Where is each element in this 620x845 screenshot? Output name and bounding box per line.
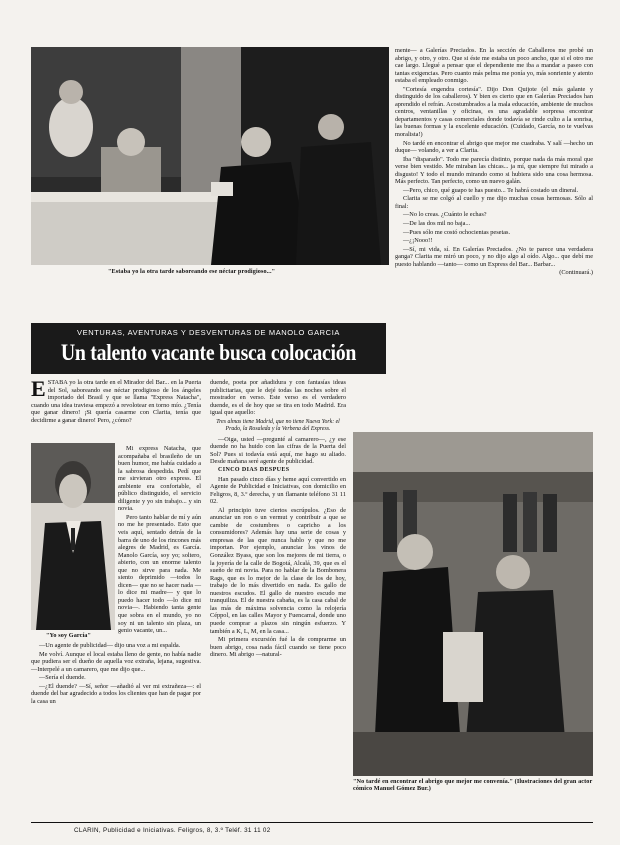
bar-scene-illustration xyxy=(31,47,389,265)
intro-paragraph: ESTABA yo la otra tarde en el Mirador del Bar... en la Puerta del Sol, saboreando ese néctar prodigioso de los ángeles importado del Brasil y que se llama "Express Natacha", cuando una idea traviesa empezó a revolotear en torno mío. ¿Tenía que ganar dinero! ¡Si quería casarme con Clarita, tenía que decidirme a ganar dinero! Pero, ¿cómo? xyxy=(31,376,201,424)
section-subhead: CINCO DIAS DESPUES xyxy=(218,467,290,474)
portrait-photo xyxy=(31,443,115,630)
column-3: mente— a Galerías Preciados. En la sección de Caballeros me probé un abrigo, y otro, y otro. Que si éste me estaba un poco ancho, que si el otro me cae largo. Llegué a pensar que el dependiente me iba a mandar a paseo con tantas exigencias. Pero cuanto más pelma me ponía yo, más sonriente y atento estaba el empleado conmigo. "Cortesía engendra cortesía". Dijo Don Quijote (el más galante y distinguido de los caballeros). Y bien es cierto que en Galerías Preciados han aprendido el refrán. Acostumbrados a la mala educación, ambiente de muchos centros, ventanillas y oficinas, es una agradable sorpresa encontrar departamentos y casas comerciales donde todavía se rinde culto a la sonrisa, las buenas formas y la excelente educación. (Cuidado, García, no te vuelvas moralista!) No tardé en encontrar el abrigo que mejor me cuadraba. Y salí —hecho un duque— volando, a ver a Clarita. Iba "disparado". Todo me parecía distinto, porque nada da más moral que verse bien vestido. Me miraban las chicas... ja mí, que siempre fui mirado a disgusto! Y todo el mundo mirando como si hubiera sido una cosa hermosa. Más perfecto. Tan perfecto, como un nuevo galán. —Pero, chico, qué guapo te has puesto... Te habrá costado un dineral. Clarita se me colgó al cuello y me dijo muchas cosas hermosas. Sólo al final: —No lo creas. ¿Cuánto le echas? —De las dos mil no baja... —Pues sólo me costó ochocientas pesetas. —¿¡Nooo!! —Sí, mi vida, sí. En Galerías Preciados. ¿No te parece una verdadera ganga? Clarita me miró un poco, y no dijo algo al oído. Algo... que debí me puesto hablando —tanto— como un Express del Bar... Barbar... (Continuará.) xyxy=(395,47,593,277)
bottom-photo-caption: "No tardé en encontrar el abrigo que mejor me convenía." (Ilustraciones del gran actor cómico Manuel Gómez Bur.) xyxy=(353,778,593,792)
headline: Un talento vacante busca colocación xyxy=(60,340,357,365)
column-1-side: Mi express Natacha, que acompañaba el brasileño de un buen humor, me había cuidado a la sabrosa despedida. Pedí que me sirvieran otro express. El ambiente era confortable, el público distinguido, el servicio diligente y yo sin trabajo... y sin novia. Pero tanto hablar de mí y aún no me he presentado. Esto que veis aquí, sentado detrás de la barra de uno de los rincones más alegres de Madrid, es García. Manolo García, soy yo; soltero, abierto, con un enorme talento que no sirve para nada. Me siento deprimido —todos lo dicen— que no se hacer nada —lo dice mi madre— y que lo puedo hacer todo —lo dice mi novia—. Habiendo tanta gente que sobra en el mundo, yo no soy ni un talento sin plaza, un genio vacante, un... xyxy=(118,445,201,635)
top-photo xyxy=(31,47,389,265)
series-kicker: VENTURAS, AVENTURAS Y DESVENTURAS DE MANOLO GARCIA xyxy=(77,328,340,337)
footer-rule xyxy=(31,822,593,823)
column-1-intro xyxy=(31,376,201,425)
portrait-illustration xyxy=(31,443,115,630)
portrait-caption: "Yo soy García" xyxy=(46,632,92,639)
footer-credit: CLARIN, Publicidad e Iniciativas. Feligros, 8, 3.º Teléf. 31 11 02 xyxy=(74,827,271,834)
column-1-bottom: —Un agente de publicidad— dijo una voz a mi espalda. Me volví. Aunque el local estaba lleno de gente, no había nadie que pudiera ser el dueño de aquella voz extraña, lejana, sugestiva. —Interpelé a un camarero, que me dijo que... —Sería el duende. —¿El duende? —Sí, señor —añadió al ver mi extrañeza—: el duende del bar agradecido a todos los clientes que han de pagar por la casa un xyxy=(31,642,201,705)
column-2: duende, poeta por añadidura y con fantasías ideas publicitarias, que le dejé todas las noches sobre el mostrador en verso. Este verso es el verdadero duende, es el de hoy que se tira en todo Madrid. Era igual que aquello: Tres almas tiene Madrid, que no tiene Nueva York: el Prado, la Rosaleda y la Verbena del Express. —Oiga, usted —pregunté al camarero—, ¿y ese duende no ha huido con las cifras de la Puerta del Sol? Pues si todavía está aquí, me hago su aliado. Desde mañana seré agente de publicidad. CINCO DIAS DESPUES Han pasado cinco días y heme aquí convertido en Agente de Publicidad e Iniciativas, con domicilio en Feligros, 8, 3.º derecha, y un flamante teléfono 31 11 02. Al principio tuve ciertos escrúpulos. ¿Eso de anunciar un ron o un vermut y contribuir a que se cambie de costumbres o capricho a los consumidores? Además hay una serie de cosas y empresas de las que nunca hablo y que no me importan. Por ejemplo, anunciar los vinos de González Byass, que son los mejores de mi tierra, o la joyería de la calle de Bogotá, Alcalá, 39, que es el sueño de mi novia. Para no hablar de la Bombonera Rags, que es lo mejor de la clase de los de hoy, trabajo de lo más divertido en nada. Es gallo de nuestros escudos. El gallo de nuestro escudo me tranquiliza. El de nuestra cabaña, es la casa cabal de las más de máxima solvencia como la relojería Céppol, en las calles Mayor y Fuencarral, donde uno puede comprar a plazos sin ningún esfuerzo. Y también a K, L, M, en la casa... Mi primera excursión fué la de comprarme un buen abrigo, cosa nada fácil cuando se tiene poco dinero. Mi abrigo —natural- xyxy=(210,379,346,659)
bottom-photo xyxy=(353,432,593,776)
shop-scene-illustration xyxy=(353,432,593,776)
article-banner xyxy=(31,323,386,374)
top-photo-caption: "Estaba yo la otra tarde saboreando ese néctar prodigioso..." xyxy=(108,268,276,275)
continued-note: (Continuará.) xyxy=(559,269,593,277)
drop-cap: E xyxy=(31,376,46,401)
advert-verse: Tres almas tiene Madrid, que no tiene Nueva York: el Prado, la Rosaleda y la Verbena del Express. xyxy=(216,418,340,433)
